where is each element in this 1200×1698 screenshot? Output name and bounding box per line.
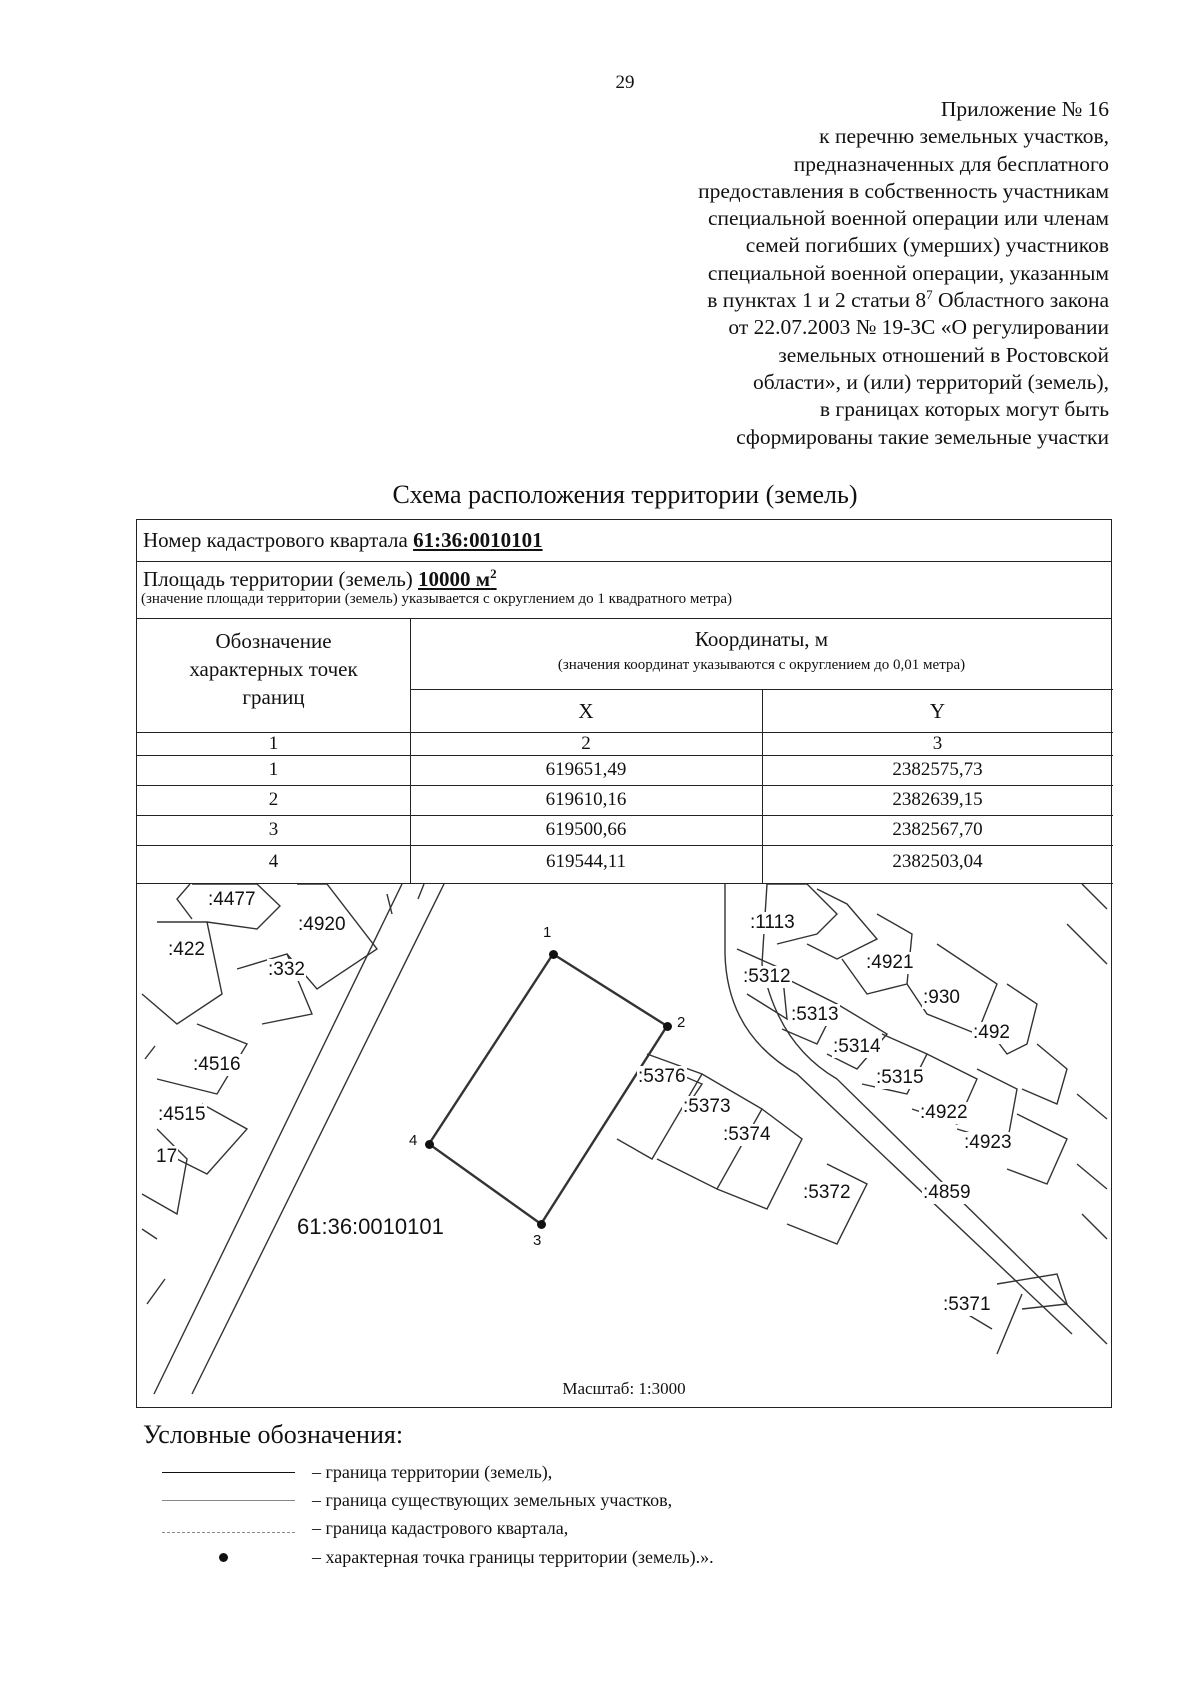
coordinates-table: Обозначение характерных точек границ Координаты, м (значения координат указываются с округлением до 0,01 метра) X Y 1 2 3 1 619651,49 2382575,73 2 619610,16 2382639,15 3 619500,66 2382567,70 4 619544,11 2382503,04	[137, 619, 1111, 884]
area-label: Площадь территории (земель)	[143, 567, 419, 591]
parcel-label: :4921	[866, 952, 914, 973]
parcel-label: :930	[923, 987, 960, 1008]
legend-quarter-boundary: – граница кадастрового квартала,	[150, 1518, 950, 1544]
cadastral-number-row	[137, 520, 1111, 562]
legend-parcels-boundary: – граница существующих земельных участков,	[150, 1490, 950, 1516]
parcel-label: :5312	[743, 966, 791, 987]
characteristic-point	[537, 1220, 546, 1229]
parcel-label: :5372	[803, 1182, 851, 1203]
appendix-line: в пунктах 1 и 2 статьи $8^7$ Областного закона	[707, 287, 1109, 313]
parcel-label: :5371	[943, 1294, 991, 1315]
appendix-line: в границах которых могут быть	[819, 397, 1109, 422]
area-row	[137, 562, 1111, 619]
cadastral-value: 61:36:0010101	[413, 528, 543, 552]
characteristic-point	[425, 1140, 434, 1149]
appendix-line: земельных отношений в Ростовской	[778, 342, 1109, 367]
parcel-label: :5373	[683, 1096, 731, 1117]
x-header: X	[578, 699, 594, 723]
column-number: 1	[268, 733, 279, 754]
parcel-label: :4922	[920, 1102, 968, 1123]
appendix-line: семей погибших (умерших) участников	[745, 233, 1109, 258]
parcel-label: :4477	[208, 889, 256, 910]
parcel-label: :4515	[158, 1104, 206, 1125]
appendix-header	[549, 96, 1109, 451]
appendix-line: Приложение № 16	[940, 97, 1109, 121]
appendix-line: специальной военной операции или членам	[707, 206, 1109, 231]
appendix-line: к перечню земельных участков,	[819, 124, 1109, 149]
column-number: 3	[932, 733, 943, 754]
area-note: (значение площади территории (земель) указывается с округлением до 1 квадратного метра)	[141, 591, 732, 607]
point-icon	[219, 1553, 228, 1562]
legend-characteristic-point: – характерная точка границы территории (земель).».	[150, 1547, 950, 1573]
parcel-label: :4923	[964, 1132, 1012, 1153]
point-label: 1	[543, 924, 552, 941]
cadastral-map	[137, 884, 1110, 1399]
parcel-line-icon	[162, 1500, 295, 1501]
parcel-label: :5374	[723, 1124, 771, 1145]
territory-line-icon	[162, 1472, 295, 1473]
point-label: 4	[409, 1132, 418, 1149]
points-column-header: Обозначение характерных точек границ	[189, 629, 358, 709]
parcel-label: :4859	[923, 1182, 971, 1203]
parcel-label: 17	[156, 1146, 178, 1167]
parcel-label: :5376	[638, 1066, 686, 1087]
parcel-label: :332	[268, 959, 305, 980]
y-header: Y	[929, 699, 946, 723]
parcel-label: :4920	[298, 914, 346, 935]
legend-territory-boundary: – граница территории (земель),	[150, 1462, 950, 1488]
coordinates-note: (значения координат указываются с округлением до 0,01 метра)	[557, 657, 966, 673]
scheme-frame	[136, 519, 1112, 1408]
scheme-title: Схема расположения территории (земель)	[392, 480, 858, 509]
point-label: 3	[533, 1232, 542, 1249]
parcel-label: :5315	[876, 1067, 924, 1088]
quarter-label: 61:36:0010101	[297, 1214, 444, 1239]
column-number: 2	[581, 733, 591, 754]
parcel-label: :492	[973, 1022, 1010, 1043]
appendix-line: специальной военной операции, указанным	[707, 260, 1109, 285]
parcel-label: :5313	[791, 1004, 839, 1025]
parcel-label: :5314	[833, 1036, 881, 1057]
characteristic-point	[663, 1022, 672, 1031]
page-number: 29	[615, 72, 635, 93]
appendix-line: предоставления в собственность участникам	[698, 178, 1109, 203]
characteristic-point	[549, 950, 558, 959]
appendix-line: сформированы такие земельные участки	[736, 424, 1109, 449]
point-label: 2	[677, 1014, 686, 1031]
area-value: 10000 $м^2$	[418, 566, 497, 591]
appendix-line: предназначенных для бесплатного	[793, 151, 1109, 176]
quarter-line-icon	[162, 1532, 295, 1533]
coordinates-header: Координаты, м	[694, 627, 829, 651]
parcel-label: :422	[168, 939, 205, 960]
parcel-label: :4516	[193, 1054, 241, 1075]
legend-title: Условные обозначения:	[143, 1420, 404, 1449]
parcel-label: :1113	[750, 912, 795, 933]
cadastral-label: Номер кадастрового квартала	[143, 528, 414, 552]
appendix-line: области», и (или) территорий (земель),	[752, 369, 1109, 394]
appendix-line: от 22.07.2003 № 19-ЗС «О регулировании	[728, 315, 1109, 340]
scale-label: Масштаб: 1:3000	[562, 1379, 686, 1398]
